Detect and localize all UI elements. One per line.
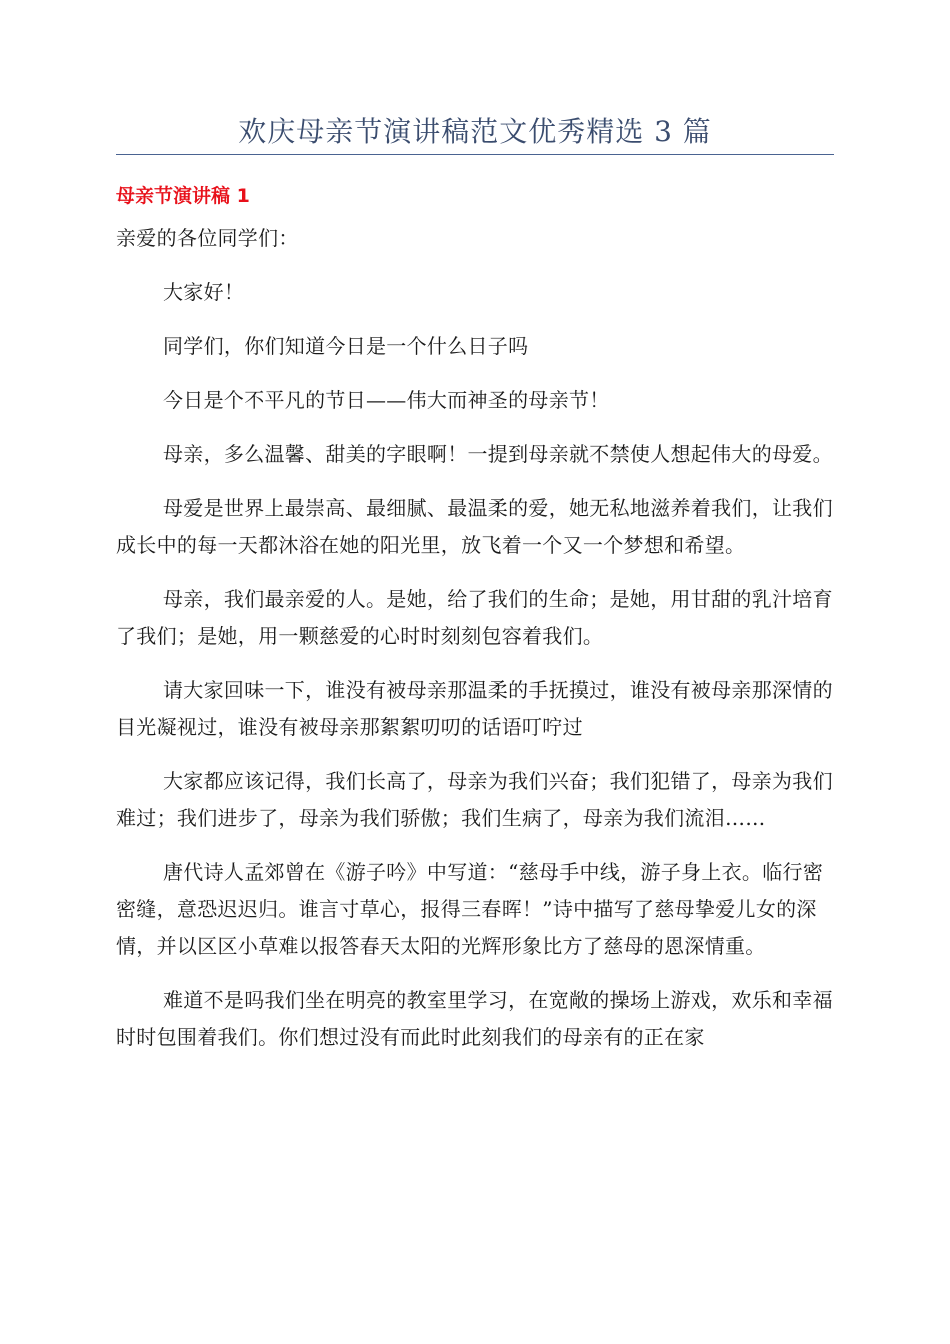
greeting-line: 亲爱的各位同学们： (116, 226, 299, 250)
paragraph-2: 同学们，你们知道今日是一个什么日子吗 (163, 334, 529, 358)
paragraph-4: 母亲，多么温馨、甜美的字眼啊！一提到母亲就不禁使人想起伟大的母爱。 (163, 442, 833, 466)
paragraph-3: 今日是个不平凡的节日——伟大而神圣的母亲节！ (163, 388, 610, 412)
paragraph-6: 母亲，我们最亲爱的人。是她，给了我们的生命；是她，用甘甜的乳汁培育了我们；是她，用一颗慈爱的心时时刻刻包容着我们。 (116, 587, 833, 648)
section-heading: 母亲节演讲稿 1 (116, 185, 250, 207)
paragraph-7: 请大家回味一下，谁没有被母亲那温柔的手抚摸过，谁没有被母亲那深情的目光凝视过，谁没有被母亲那絮絮叨叨的话语叮咛过 (116, 678, 833, 739)
speech-body (116, 220, 834, 1073)
paragraph-10: 难道不是吗我们坐在明亮的教室里学习，在宽敞的操场上游戏，欢乐和幸福时时包围着我们。你们想过没有而此时此刻我们的母亲有的正在家 (116, 988, 833, 1049)
paragraph-1: 大家好！ (163, 280, 245, 304)
paragraph-8: 大家都应该记得，我们长高了，母亲为我们兴奋；我们犯错了，母亲为我们难过；我们进步了，母亲为我们骄傲；我们生病了，母亲为我们流泪…… (116, 769, 833, 830)
document-title: 欢庆母亲节演讲稿范文优秀精选 3 篇 (238, 115, 712, 148)
paragraph-9: 唐代诗人孟郊曾在《游子吟》中写道：“慈母手中线，游子身上衣。临行密密缝，意恐迟迟归。谁言寸草心，报得三春晖！”诗中描写了慈母挚爱儿女的深情，并以区区小草难以报答春天太阳的光辉形象比方了慈母的恩深情重。 (116, 860, 824, 958)
paragraph-5: 母爱是世界上最崇高、最细腻、最温柔的爱，她无私地滋养着我们，让我们成长中的每一天都沐浴在她的阳光里，放飞着一个又一个梦想和希望。 (116, 496, 833, 557)
title-underline-rule (116, 154, 834, 155)
